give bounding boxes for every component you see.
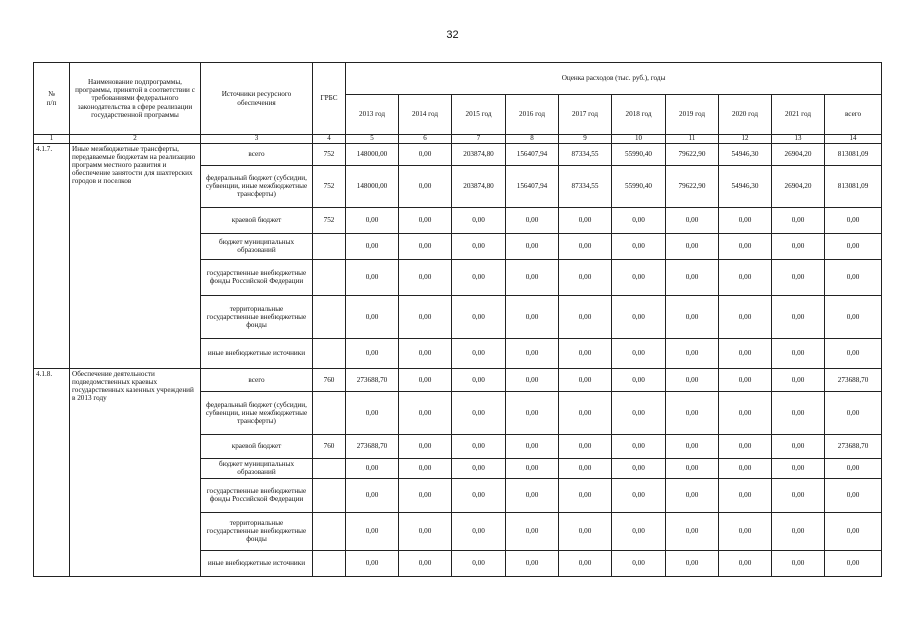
year-value: 0,00 — [719, 550, 772, 576]
year-value: 0,00 — [346, 391, 399, 434]
year-value: 0,00 — [559, 550, 612, 576]
column-number: 12 — [719, 135, 772, 144]
year-value: 0,00 — [399, 478, 452, 512]
total-value: 0,00 — [825, 391, 882, 434]
year-value: 0,00 — [559, 207, 612, 233]
header-year: 2019 год — [666, 95, 719, 135]
year-value: 0,00 — [719, 391, 772, 434]
year-value: 156407,94 — [506, 143, 559, 165]
year-value: 0,00 — [666, 512, 719, 550]
year-value: 0,00 — [772, 295, 825, 338]
column-number: 6 — [399, 135, 452, 144]
year-value: 0,00 — [559, 391, 612, 434]
year-value: 54946,30 — [719, 165, 772, 207]
year-value: 0,00 — [452, 295, 506, 338]
year-value: 0,00 — [399, 207, 452, 233]
year-value: 0,00 — [346, 550, 399, 576]
year-value: 0,00 — [612, 512, 666, 550]
year-value: 0,00 — [666, 434, 719, 458]
year-value: 0,00 — [666, 338, 719, 368]
funding-source: федеральный бюджет (субсидии, субвенции, иные межбюджетные трансферты) — [201, 165, 313, 207]
grbs-code: 752 — [313, 207, 346, 233]
grbs-code — [313, 391, 346, 434]
year-value: 0,00 — [612, 368, 666, 391]
year-value: 0,00 — [612, 233, 666, 259]
year-value: 0,00 — [452, 434, 506, 458]
year-value: 0,00 — [772, 207, 825, 233]
funding-source: иные внебюджетные источники — [201, 550, 313, 576]
year-value: 0,00 — [666, 458, 719, 478]
year-value: 0,00 — [559, 233, 612, 259]
column-number: 4 — [313, 135, 346, 144]
funding-source: иные внебюджетные источники — [201, 338, 313, 368]
page-number: 32 — [446, 29, 459, 41]
header-year: 2014 год — [399, 95, 452, 135]
year-value: 0,00 — [399, 143, 452, 165]
total-value: 0,00 — [825, 550, 882, 576]
year-value: 0,00 — [772, 368, 825, 391]
header-year: 2017 год — [559, 95, 612, 135]
year-value: 0,00 — [559, 512, 612, 550]
grbs-code: 752 — [313, 143, 346, 165]
year-value: 0,00 — [346, 207, 399, 233]
header-source: Источники ресурсного обеспечения — [201, 63, 313, 135]
year-value: 0,00 — [399, 295, 452, 338]
year-value: 0,00 — [666, 259, 719, 295]
grbs-code: 752 — [313, 165, 346, 207]
funding-source: бюджет муниципальных образований — [201, 233, 313, 259]
year-value: 0,00 — [506, 338, 559, 368]
year-value: 0,00 — [399, 391, 452, 434]
header-name: Наименование подпрограммы, программы, принятой в соответствии с требованиями федерального законодательства в сфере реализации государственной программы — [70, 63, 201, 135]
table-row — [34, 143, 882, 165]
year-value: 0,00 — [506, 391, 559, 434]
year-value: 0,00 — [399, 165, 452, 207]
year-value: 156407,94 — [506, 165, 559, 207]
year-value: 0,00 — [666, 233, 719, 259]
total-value: 0,00 — [825, 233, 882, 259]
year-value: 0,00 — [612, 391, 666, 434]
year-value: 0,00 — [399, 434, 452, 458]
year-value: 0,00 — [612, 550, 666, 576]
year-value: 0,00 — [506, 458, 559, 478]
funding-source: всего — [201, 143, 313, 165]
year-value: 0,00 — [506, 368, 559, 391]
header-year: 2016 год — [506, 95, 559, 135]
year-value: 26904,20 — [772, 165, 825, 207]
total-value: 813081,09 — [825, 143, 882, 165]
funding-source: краевой бюджет — [201, 207, 313, 233]
year-value: 0,00 — [772, 338, 825, 368]
year-value: 0,00 — [612, 478, 666, 512]
funding-source: краевой бюджет — [201, 434, 313, 458]
year-value: 0,00 — [506, 434, 559, 458]
year-value: 0,00 — [612, 207, 666, 233]
program-number: 4.1.7. — [34, 143, 70, 368]
year-value: 0,00 — [666, 550, 719, 576]
year-value: 0,00 — [719, 259, 772, 295]
year-value: 0,00 — [612, 434, 666, 458]
total-value: 813081,09 — [825, 165, 882, 207]
year-value: 0,00 — [719, 512, 772, 550]
year-value: 0,00 — [346, 478, 399, 512]
year-value: 0,00 — [399, 338, 452, 368]
year-value: 273688,70 — [346, 368, 399, 391]
year-value: 0,00 — [719, 233, 772, 259]
column-number: 5 — [346, 135, 399, 144]
year-value: 0,00 — [719, 295, 772, 338]
year-value: 87334,55 — [559, 143, 612, 165]
year-value: 148000,00 — [346, 143, 399, 165]
year-value: 0,00 — [346, 295, 399, 338]
total-value: 0,00 — [825, 512, 882, 550]
year-value: 0,00 — [772, 434, 825, 458]
column-number: 1 — [34, 135, 70, 144]
total-value: 0,00 — [825, 478, 882, 512]
year-value: 0,00 — [559, 338, 612, 368]
year-value: 0,00 — [772, 458, 825, 478]
year-value: 0,00 — [559, 368, 612, 391]
year-value: 0,00 — [612, 338, 666, 368]
year-value: 0,00 — [399, 550, 452, 576]
funding-source: территориальные государственные внебюджетные фонды — [201, 512, 313, 550]
year-value: 79622,90 — [666, 143, 719, 165]
year-value: 0,00 — [452, 259, 506, 295]
year-value: 0,00 — [559, 434, 612, 458]
year-value: 0,00 — [772, 233, 825, 259]
year-value: 0,00 — [452, 458, 506, 478]
year-value: 148000,00 — [346, 165, 399, 207]
year-value: 0,00 — [719, 478, 772, 512]
column-number: 2 — [70, 135, 201, 144]
grbs-code — [313, 338, 346, 368]
grbs-code — [313, 295, 346, 338]
year-value: 0,00 — [612, 259, 666, 295]
year-value: 0,00 — [719, 368, 772, 391]
year-value: 26904,20 — [772, 143, 825, 165]
year-value: 0,00 — [452, 338, 506, 368]
year-value: 54946,30 — [719, 143, 772, 165]
total-value: 0,00 — [825, 338, 882, 368]
year-value: 0,00 — [612, 458, 666, 478]
year-value: 79622,90 — [666, 165, 719, 207]
year-value: 0,00 — [559, 478, 612, 512]
year-value: 203874,80 — [452, 165, 506, 207]
program-name: Обеспечение деятельности подведомственных краевых государственных казенных учреждений в 2013 году — [70, 368, 201, 576]
year-value: 0,00 — [666, 391, 719, 434]
column-number: 9 — [559, 135, 612, 144]
funding-source: всего — [201, 368, 313, 391]
year-value: 0,00 — [399, 512, 452, 550]
column-number: 3 — [201, 135, 313, 144]
year-value: 0,00 — [506, 512, 559, 550]
total-value: 0,00 — [825, 259, 882, 295]
year-value: 0,00 — [452, 233, 506, 259]
column-number: 11 — [666, 135, 719, 144]
header-estimate-title: Оценка расходов (тыс. руб.), годы — [346, 63, 882, 95]
funding-source: бюджет муниципальных образований — [201, 458, 313, 478]
year-value: 0,00 — [666, 207, 719, 233]
grbs-code — [313, 550, 346, 576]
funding-source: территориальные государственные внебюджетные фонды — [201, 295, 313, 338]
grbs-code — [313, 512, 346, 550]
total-value: 0,00 — [825, 295, 882, 338]
year-value: 0,00 — [666, 295, 719, 338]
column-number: 14 — [825, 135, 882, 144]
year-value: 0,00 — [452, 368, 506, 391]
year-value: 0,00 — [399, 458, 452, 478]
year-value: 0,00 — [506, 259, 559, 295]
year-value: 0,00 — [559, 259, 612, 295]
column-number: 7 — [452, 135, 506, 144]
header-year: 2020 год — [719, 95, 772, 135]
year-value: 203874,80 — [452, 143, 506, 165]
year-value: 0,00 — [612, 295, 666, 338]
total-value: 0,00 — [825, 458, 882, 478]
year-value: 0,00 — [399, 233, 452, 259]
year-value: 0,00 — [719, 458, 772, 478]
year-value: 0,00 — [559, 458, 612, 478]
program-number: 4.1.8. — [34, 368, 70, 576]
year-value: 0,00 — [719, 207, 772, 233]
table-row — [34, 368, 882, 391]
year-value: 0,00 — [452, 207, 506, 233]
program-name: Иные межбюджетные трансферты, передаваемые бюджетам на реализацию программ местного развития и обеспечение занятости для шахтерских городов и поселков — [70, 143, 201, 368]
year-value: 0,00 — [346, 338, 399, 368]
year-value: 0,00 — [506, 550, 559, 576]
year-value: 0,00 — [666, 478, 719, 512]
year-value: 87334,55 — [559, 165, 612, 207]
year-value: 0,00 — [452, 550, 506, 576]
year-value: 0,00 — [772, 512, 825, 550]
year-value: 0,00 — [772, 391, 825, 434]
budget-table — [33, 62, 882, 577]
grbs-code: 760 — [313, 434, 346, 458]
header-grbs: ГРБС — [313, 63, 346, 135]
year-value: 0,00 — [452, 391, 506, 434]
header-year: всего — [825, 95, 882, 135]
year-value: 0,00 — [666, 368, 719, 391]
year-value: 0,00 — [506, 207, 559, 233]
year-value: 0,00 — [772, 478, 825, 512]
header-year: 2021 год — [772, 95, 825, 135]
year-value: 0,00 — [346, 233, 399, 259]
total-value: 0,00 — [825, 207, 882, 233]
year-value: 0,00 — [506, 233, 559, 259]
column-number: 13 — [772, 135, 825, 144]
column-number: 10 — [612, 135, 666, 144]
year-value: 0,00 — [772, 550, 825, 576]
column-number: 8 — [506, 135, 559, 144]
grbs-code — [313, 259, 346, 295]
year-value: 0,00 — [772, 259, 825, 295]
total-value: 273688,70 — [825, 434, 882, 458]
year-value: 55990,40 — [612, 143, 666, 165]
year-value: 0,00 — [346, 512, 399, 550]
funding-source: государственные внебюджетные фонды Российской Федерации — [201, 478, 313, 512]
year-value: 0,00 — [452, 512, 506, 550]
header-year: 2018 год — [612, 95, 666, 135]
year-value: 0,00 — [506, 295, 559, 338]
year-value: 0,00 — [719, 434, 772, 458]
year-value: 0,00 — [452, 478, 506, 512]
year-value: 273688,70 — [346, 434, 399, 458]
year-value: 0,00 — [719, 338, 772, 368]
year-value: 55990,40 — [612, 165, 666, 207]
grbs-code — [313, 233, 346, 259]
funding-source: федеральный бюджет (субсидии, субвенции, иные межбюджетные трансферты) — [201, 391, 313, 434]
grbs-code: 760 — [313, 368, 346, 391]
year-value: 0,00 — [346, 458, 399, 478]
year-value: 0,00 — [559, 295, 612, 338]
grbs-code — [313, 458, 346, 478]
header-num: № п/п — [34, 63, 70, 135]
year-value: 0,00 — [506, 478, 559, 512]
header-year: 2015 год — [452, 95, 506, 135]
header-year: 2013 год — [346, 95, 399, 135]
funding-source: государственные внебюджетные фонды Российской Федерации — [201, 259, 313, 295]
year-value: 0,00 — [399, 259, 452, 295]
grbs-code — [313, 478, 346, 512]
year-value: 0,00 — [399, 368, 452, 391]
year-value: 0,00 — [346, 259, 399, 295]
total-value: 273688,70 — [825, 368, 882, 391]
